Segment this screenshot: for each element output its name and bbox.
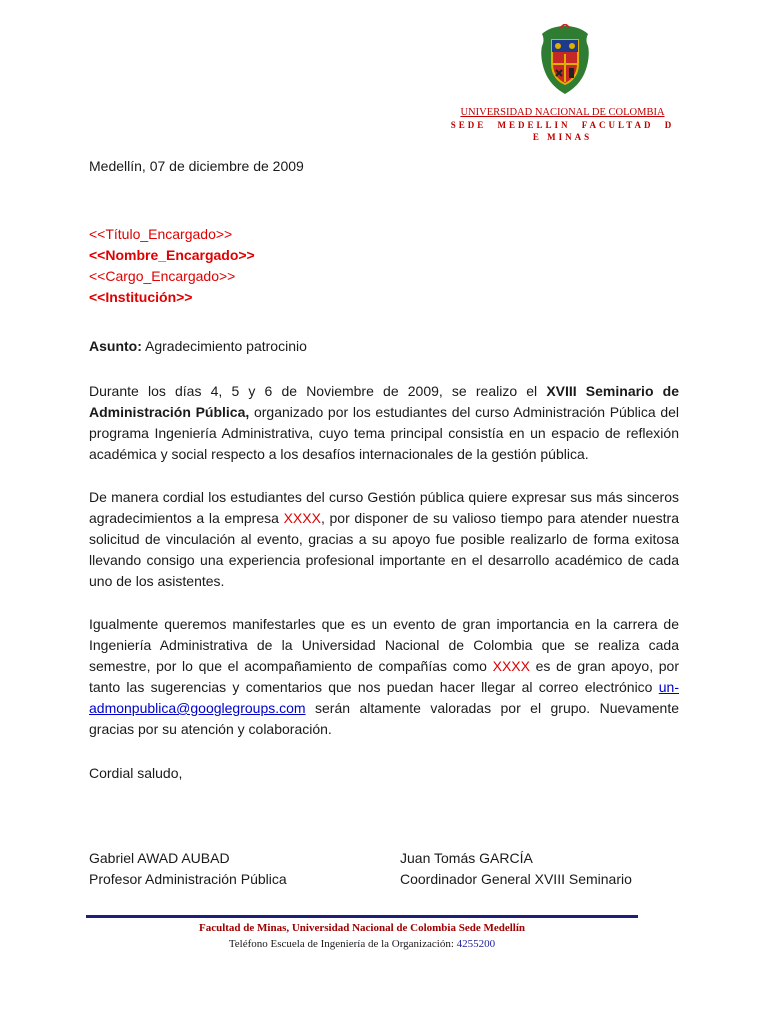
recipient-block: [89, 224, 255, 308]
footer-divider: [86, 915, 638, 918]
university-name: UNIVERSIDAD NACIONAL DE COLOMBIA: [460, 107, 665, 118]
faculty-line: E MINAS: [532, 132, 593, 142]
p3-text-a: Igualmente queremos manifestarles que es un evento de gran importancia en la carrera de Ingeniería Administrativa de la Universidad Nacional de Colombia que se realiza cada semestre, por lo que el acompañamiento de compañías como: [89, 616, 679, 674]
p3-text-c: serán altamente valoradas por el grupo. Nuevamente gracias por su atención y colaboración.: [89, 700, 679, 737]
signature-2: [400, 848, 632, 890]
paragraph-2: [89, 487, 679, 592]
company-placeholder: XXXX: [492, 658, 530, 674]
signer-title: Coordinador General XVIII Seminario: [400, 871, 632, 887]
footer: [86, 920, 638, 952]
seminar-name: XVIII Seminario de Administración Pública,: [89, 383, 679, 420]
subject-label: Asunto:: [89, 338, 142, 354]
letter-date: Medellín, 07 de diciembre de 2009: [89, 158, 304, 174]
paragraph-1: [89, 381, 679, 465]
signer-title: Profesor Administración Pública: [89, 871, 287, 887]
phone-label: Teléfono Escuela de Ingeniería de la Organización:: [228, 938, 457, 950]
phone-number: 4255200: [456, 938, 496, 950]
p2-text-a: De manera cordial los estudiantes del curso Gestión pública quiere expresar sus más sinceros agradecimientos a la empresa: [89, 489, 679, 526]
recipient-institution: <<Institución>>: [89, 289, 193, 305]
p2-text-b: , por disponer de su valioso tiempo para atender nuestra solicitud de vinculación al evento, gracias a su apoyo fue posible realizarlo de forma exitosa llevando consigo una experiencia profesional importante en el desarrollo académico de cada uno de los asistentes.: [89, 510, 679, 589]
paragraph-3: [89, 614, 679, 740]
signer-name: Gabriel AWAD AUBAD: [89, 850, 230, 866]
university-crest-logo: [536, 24, 594, 96]
p1-text-c: organizado por los estudiantes del curso Administración Pública del programa Ingeniería Administrativa, cuyo tema principal consistía en un espacio de reflexión académica y social respecto a los desafíos internacionales de la gestión pública.: [89, 404, 680, 462]
recipient-title: <<Título_Encargado>>: [89, 226, 233, 242]
footer-faculty: Facultad de Minas, Universidad Nacional de Colombia Sede Medellín: [198, 922, 526, 934]
institution-header: [445, 107, 680, 143]
sede-line: SEDE MEDELLIN FACULTAD D: [450, 120, 675, 130]
recipient-position: <<Cargo_Encargado>>: [89, 268, 236, 284]
p1-text-a: Durante los días 4, 5 y 6 de Noviembre de 2009, se realizo el: [89, 383, 547, 399]
closing: Cordial saludo,: [89, 765, 183, 781]
footer-phone-line: [86, 936, 638, 952]
email-link[interactable]: un-admonpublica@googlegroups.com: [89, 679, 679, 716]
recipient-name: <<Nombre_Encargado>>: [89, 247, 255, 263]
signer-name: Juan Tomás GARCÍA: [400, 850, 533, 866]
subject-text: Agradecimiento patrocinio: [141, 338, 307, 354]
subject-line: [89, 336, 307, 357]
p3-text-b: es de gran apoyo, por tanto las sugerencias y comentarios que nos puedan hacer llegar al correo electrónico: [89, 658, 679, 695]
signature-1: [89, 848, 287, 890]
company-placeholder: XXXX: [283, 510, 321, 526]
